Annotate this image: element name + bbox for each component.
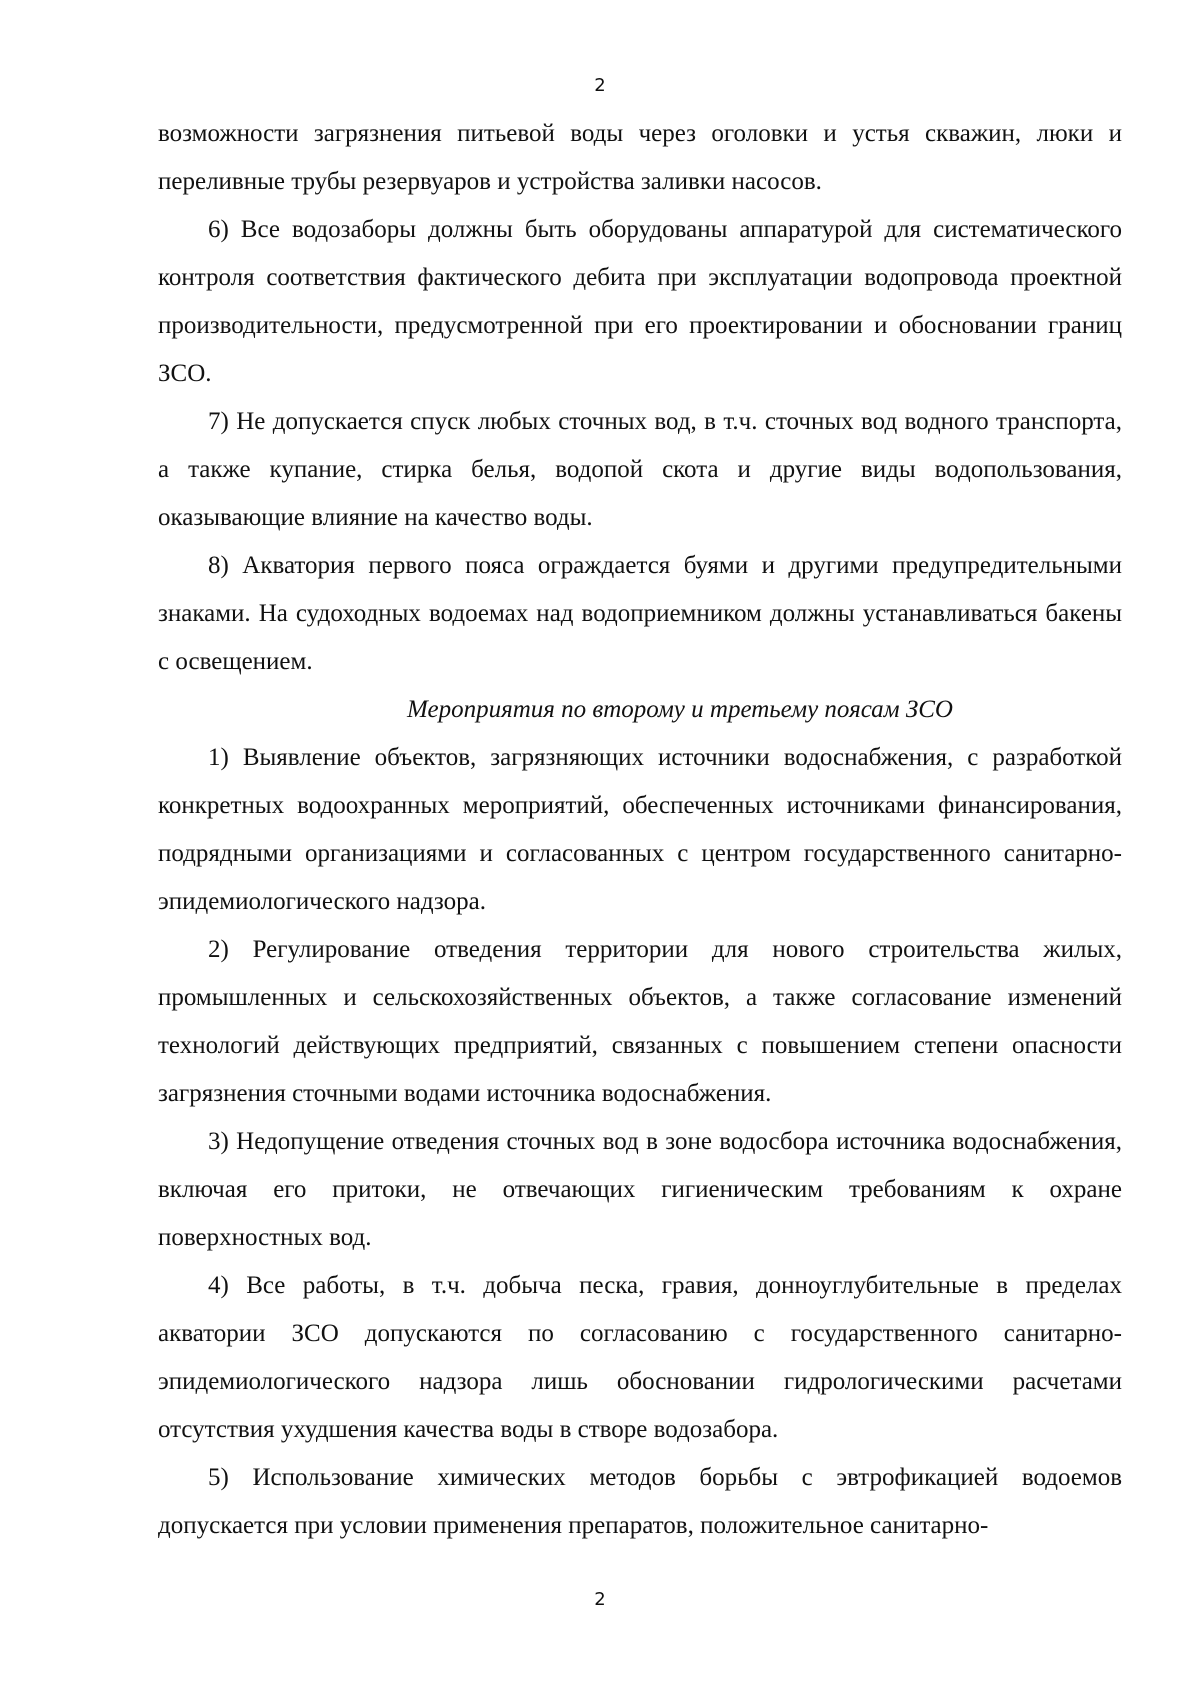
document-body [158, 110, 1122, 1550]
paragraph-continuation: возможности загрязнения питьевой воды через оголовки и устья скважин, люки и переливные трубы резервуаров и устройства заливки насосов. [158, 120, 1122, 195]
page-number-bottom: 2 [594, 1589, 606, 1610]
section-heading: Мероприятия по второму и третьему поясам ЗСО [407, 696, 953, 723]
page-number-top: 2 [594, 75, 606, 96]
paragraph-item-1: 1) Выявление объектов, загрязняющих источники водоснабжения, с разработкой конкретных водоохранных мероприятий, обеспеченных источниками финансирования, подрядными организациями и согласованных с центром государственного санитарно-эпидемиологического надзора. [158, 744, 1122, 915]
paragraph-item-4: 4) Все работы, в т.ч. добыча песка, гравия, донноуглубительные в пределах акватории ЗСО допускаются по согласованию с государственного санитарно-эпидемиологического надзора лишь обосновании гидрологическими расчетами отсутствия ухудшения качества воды в створе водозабора. [158, 1272, 1122, 1443]
paragraph-item-5: 5) Использование химических методов борьбы с эвтрофикацией водоемов допускается при условии применения препаратов, положительное санитарно- [158, 1464, 1122, 1539]
paragraph-item-7: 7) Не допускается спуск любых сточных вод, в т.ч. сточных вод водного транспорта, а также купание, стирка белья, водопой скота и другие виды водопользования, оказывающие влияние на качество воды. [158, 408, 1122, 531]
paragraph-item-2: 2) Регулирование отведения территории для нового строительства жилых, промышленных и сельскохозяйственных объектов, а также согласование изменений технологий действующих предприятий, связанных с повышением степени опасности загрязнения сточными водами источника водоснабжения. [158, 936, 1122, 1107]
paragraph-item-8: 8) Акватория первого пояса ограждается буями и другими предупредительными знаками. На судоходных водоемах над водоприемником должны устанавливаться бакены с освещением. [158, 552, 1122, 675]
paragraph-item-3: 3) Недопущение отведения сточных вод в зоне водосбора источника водоснабжения, включая его притоки, не отвечающих гигиеническим требованиям к охране поверхностных вод. [158, 1128, 1122, 1251]
paragraph-item-6: 6) Все водозаборы должны быть оборудованы аппаратурой для систематического контроля соответствия фактического дебита при эксплуатации водопровода проектной производительности, предусмотренной при его проектировании и обосновании границ ЗСО. [158, 216, 1122, 387]
